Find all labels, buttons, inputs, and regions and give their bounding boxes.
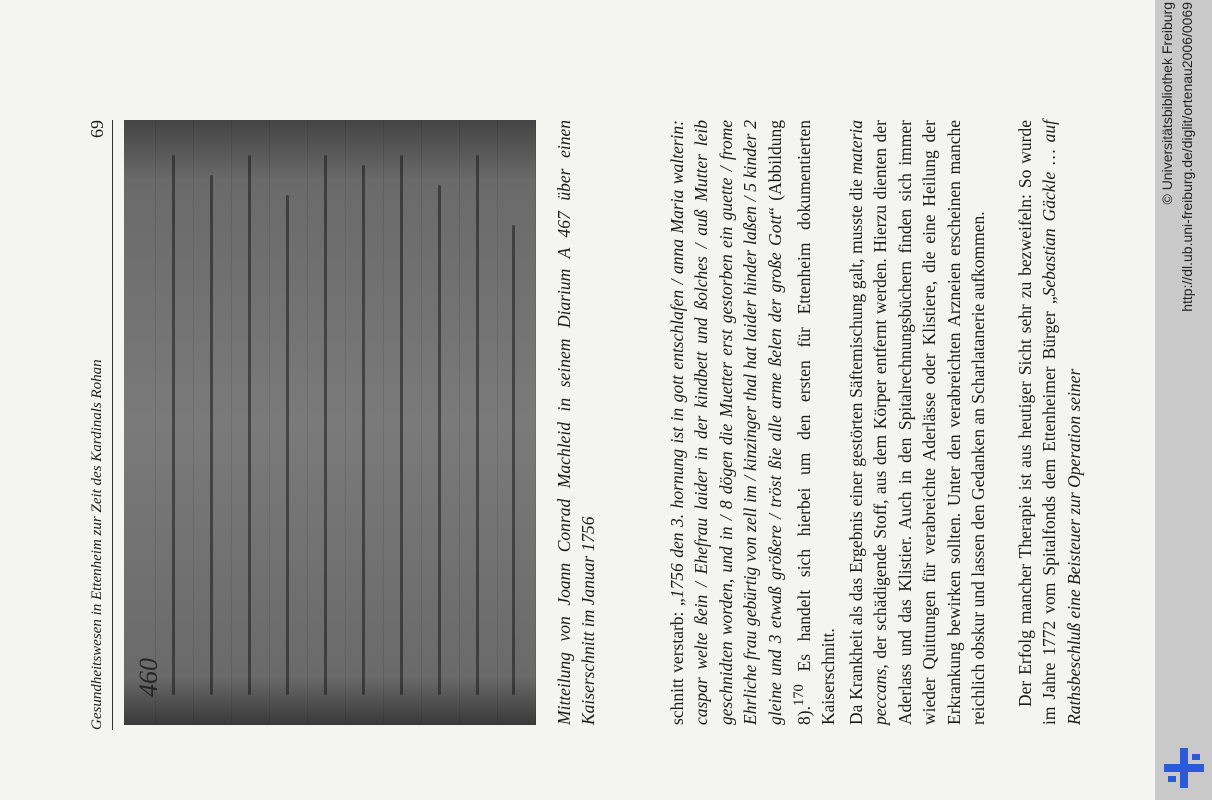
script-line (438, 185, 441, 695)
manuscript-folio-mark: 460 (134, 658, 163, 697)
logo-bar (1192, 754, 1200, 760)
script-line (248, 155, 251, 695)
logo-bar (1180, 748, 1188, 788)
running-head (80, 120, 113, 730)
script-line (172, 155, 175, 695)
script-line (324, 155, 327, 695)
footnote-ref: 170 (791, 684, 808, 707)
sidebar-copyright: © Universitätsbibliothek Freiburg (1159, 2, 1175, 205)
p3-quote: Sebastian Gäckle … auf Rathsbeschluß eine Beisteuer zur Operation seiner (1039, 120, 1084, 725)
paragraph-3 (1013, 120, 1086, 725)
rotated-page (0, 110, 1150, 790)
library-logo-icon (1164, 748, 1204, 788)
page-number: 69 (87, 120, 107, 138)
logo-bar (1168, 776, 1176, 782)
p1-text-4: Es handelt sich hierbei um den ersten für Ettenheim dokumentierten Kaiserschnitt. (793, 120, 839, 725)
p1-text-3: “ (Abbildung 8). (764, 120, 814, 725)
script-line (210, 175, 213, 695)
p2-text-1: Da Krankheit als das Ergebnis einer gestörten Säftemischung galt, musste die (846, 174, 866, 725)
paragraph-2 (844, 120, 990, 725)
running-head-title: Gesundheitswesen in Ettenheim zur Zeit des Kardinals Rohan (89, 359, 105, 730)
script-line (476, 155, 479, 695)
sidebar-url[interactable]: http://dl.ub.uni-freiburg.de/diglit/ortenau2006/0069 (1179, 2, 1195, 312)
p2-text-2: , der schädigende Stoff, aus dem Körper entfernt werden. Hierzu dienten der Aderlass und das Klistier. Auch in den Spitalrechnungsbüchern finden sich immer wieder Quittungen für verabreichte Aderlässe oder Klistiere, die eine Heilung der Erkrankung bewirken sollten. Unter den verabreichten Arzneien erscheinen manche reichlich obskur und lassen den Gedanken an Scharlatanerie aufkommen. (870, 120, 989, 725)
sidebar-text (1155, 0, 1212, 790)
script-line (512, 225, 515, 695)
p2-term: materia peccans (846, 120, 891, 725)
p1-quote: 1756 den 3. hornung ist in gott entschlafen / anna Maria walterin: caspar welte ßein / Ehefrau laider in der kindbett und ßolches / auß Mutter leib geschnidten worden, und in / 8 dögen die Muetter erst gestorben ein guette / frome Ehrliche frau gebürtig von zell im / kinzinger thal hat laider hinder laßen / 5 kinder 2 gleine und 3 etwaß größere / tröst ßie alle arme ßelen der große Gott (667, 120, 785, 725)
library-sidebar (1155, 0, 1212, 800)
paragraph-1 (665, 120, 841, 725)
p1-text-1: schnitt verstarb: „ (667, 598, 687, 725)
manuscript-photo (124, 120, 536, 725)
script-line (400, 155, 403, 695)
script-line (362, 165, 365, 695)
p3-text-1: Der Erfolg mancher Therapie ist aus heutiger Sicht sehr zu bezweifeln: So wurde im Jahre 1772 vom Spitalfonds dem Ettenheimer Bürger „ (1015, 120, 1060, 725)
script-line (286, 195, 289, 695)
figure-caption: Mitteilung von Joann Conrad Machleid in seinem Diarium A 467 über einen Kaiserschnitt im Januar 1756 (554, 120, 598, 725)
